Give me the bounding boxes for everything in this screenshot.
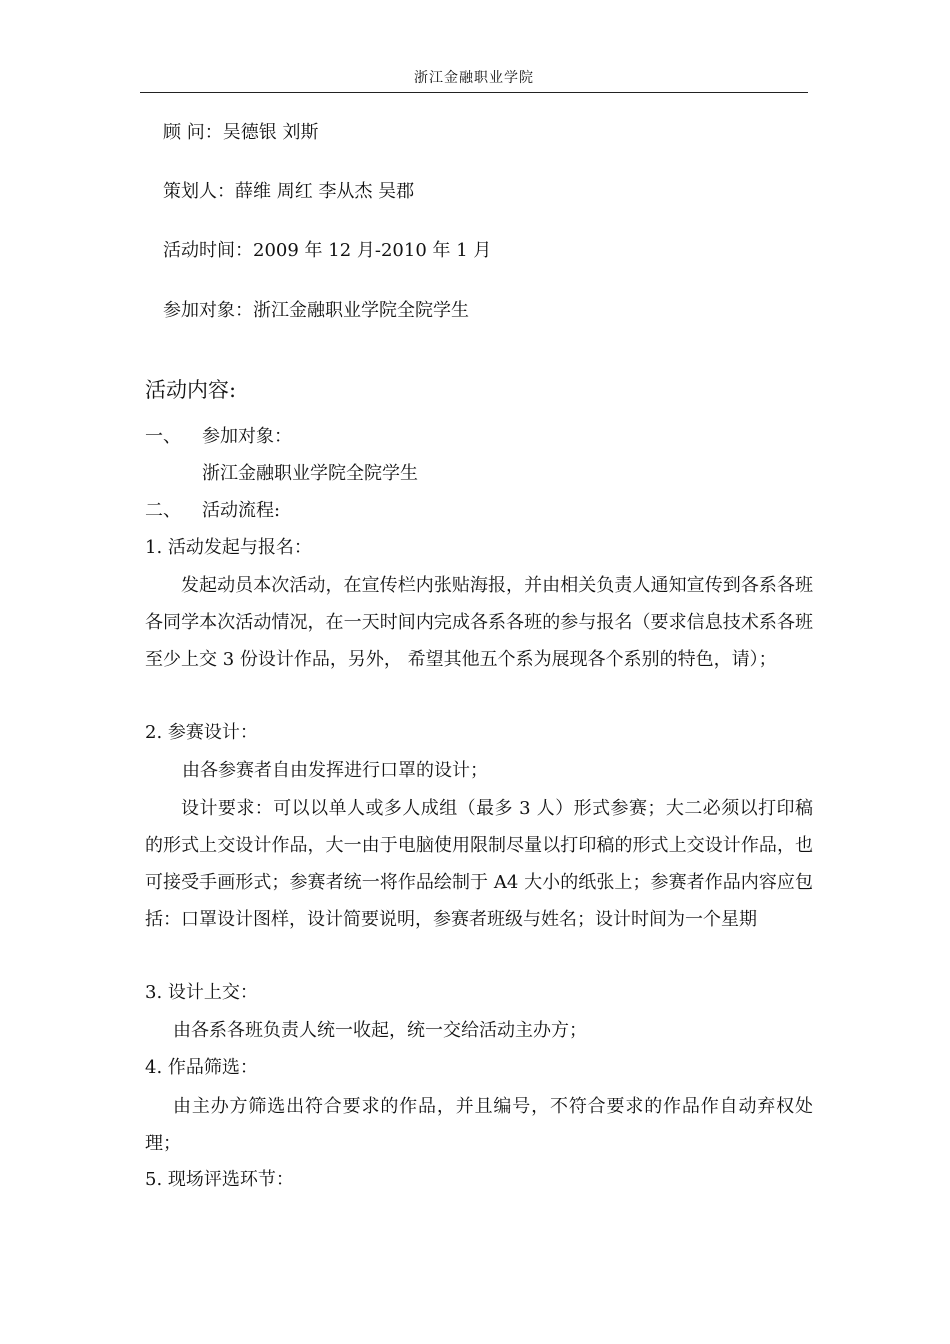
section-1-title: 参加对象： [202,426,292,447]
advisor-line: 顾 问：吴德银 刘斯 [163,122,319,143]
step-2-body-2: 设计要求：可以以单人或多人成组（最多 3 人）形式参赛；大二必须以打印稿的形式上交设计作品，大一由于电脑使用限制尽量以打印稿的形式上交设计作品，也可接受手画形式；参赛者统一将作品绘制于 A4 大小的纸张上；参赛者作品内容应包括：口罩设计图样，设计简要说明，参赛者班级与姓名；设计时间为一个星期 [145,798,813,930]
section-1-number: 一、 [145,426,181,447]
step-3-body: 由各系各班负责人统一收起，统一交给活动主办方； [173,1020,587,1041]
step-4-title: 4. 作品筛选： [145,1057,258,1078]
step-2-title: 2. 参赛设计： [145,722,258,743]
step-1-title: 1. 活动发起与报名： [145,537,312,558]
step-3-title: 3. 设计上交： [145,982,258,1003]
section-1-body: 浙江金融职业学院全院学生 [202,463,418,484]
planner-line: 策划人：薛维 周红 李从杰 吴郡 [163,181,415,202]
step-2-body-1: 由各参赛者自由发挥进行口罩的设计； [182,760,488,781]
step-5-title: 5. 现场评选环节： [145,1169,294,1190]
activity-content-heading: 活动内容: [145,378,237,402]
activity-time-line: 活动时间：2009 年 12 月-2010 年 1 月 [163,240,492,261]
page-header: 浙江金融职业学院 [140,68,808,93]
participants-line: 参加对象：浙江金融职业学院全院学生 [163,300,469,321]
section-2-title: 活动流程: [202,500,281,521]
step-4-body: 由主办方筛选出符合要求的作品，并且编号，不符合要求的作品作自动弃权处理； [145,1096,813,1154]
section-2-number: 二、 [145,500,181,521]
step-1-body: 发起动员本次活动，在宣传栏内张贴海报，并由相关负责人通知宣传到各系各班各同学本次活动情况，在一天时间内完成各系各班的参与报名（要求信息技术系各班至少上交 3 份设计作品，另外， 希望其他五个系为展现各个系别的特色，请）； [145,575,813,670]
